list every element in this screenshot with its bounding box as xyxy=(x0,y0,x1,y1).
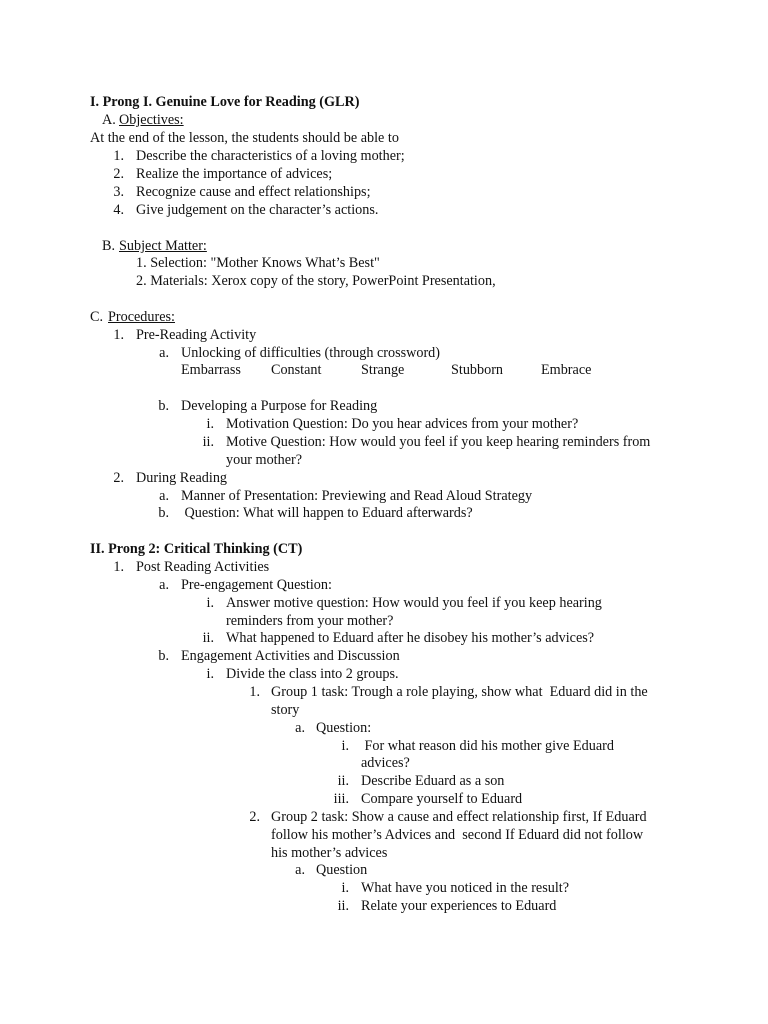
objective-item: Give judgement on the character’s actions. xyxy=(136,202,379,218)
item-marker: i. xyxy=(341,738,349,754)
subject-selection: 1. Selection: "Mother Knows What’s Best" xyxy=(136,255,380,271)
what-happened-question: What happened to Eduard after he disobey his mother’s advices? xyxy=(226,630,595,646)
item-marker: iii. xyxy=(333,791,349,807)
group2-task-cont: follow his mother’s Advices and second If Eduard did not follow xyxy=(271,827,644,843)
group1-question-cont: advices? xyxy=(361,755,410,771)
group1-question: Describe Eduard as a son xyxy=(361,773,505,789)
answer-motive-question-cont: reminders from your mother? xyxy=(226,613,394,629)
item-marker: i. xyxy=(206,416,214,432)
group1-question: Compare yourself to Eduard xyxy=(361,791,523,807)
item-marker: i. xyxy=(206,595,214,611)
developing-purpose: Developing a Purpose for Reading xyxy=(181,398,378,414)
group1-task: Group 1 task: Trough a role playing, show what Eduard did in the xyxy=(271,684,648,700)
procedure-number: 1. xyxy=(113,327,124,343)
group1-question: For what reason did his mother give Eduard xyxy=(361,738,614,754)
item-marker: b. xyxy=(158,648,169,664)
vocab-word: Constant xyxy=(271,362,322,378)
group2-task-cont: his mother’s advices xyxy=(271,845,388,861)
during-question: Question: What will happen to Eduard afterwards? xyxy=(181,505,473,521)
manner-of-presentation: Manner of Presentation: Previewing and Read Aloud Strategy xyxy=(181,488,533,504)
item-marker: a. xyxy=(295,862,305,878)
item-marker: b. xyxy=(158,398,169,414)
item-marker: i. xyxy=(206,666,214,682)
section-c-marker: C. xyxy=(90,309,104,325)
item-marker: ii. xyxy=(337,773,349,789)
divide-class: Divide the class into 2 groups. xyxy=(226,666,399,682)
item-marker: i. xyxy=(341,880,349,896)
objective-item: Recognize cause and effect relationships; xyxy=(136,184,371,200)
objectives-label: Objectives: xyxy=(119,112,184,128)
group2-question: What have you noticed in the result? xyxy=(361,880,570,896)
item-marker: b. xyxy=(158,505,169,521)
group2-question-label: Question xyxy=(316,862,368,878)
section-a-marker: A. xyxy=(102,112,116,128)
procedure-number: 1. xyxy=(113,559,124,575)
procedure-number: 2. xyxy=(113,470,124,486)
objective-item: Realize the importance of advices; xyxy=(136,166,333,182)
item-marker: 1. xyxy=(249,684,260,700)
objective-number: 2. xyxy=(113,166,124,182)
item-marker: ii. xyxy=(202,434,214,450)
item-marker: a. xyxy=(159,488,169,504)
vocab-word: Stubborn xyxy=(451,362,504,378)
procedures-label: Procedures: xyxy=(108,309,175,325)
subject-matter-label: Subject Matter: xyxy=(119,238,207,254)
prong2-heading: II. Prong 2: Critical Thinking (CT) xyxy=(90,541,303,557)
item-marker: a. xyxy=(295,720,305,736)
motive-question-cont: your mother? xyxy=(226,452,303,468)
engagement-activities: Engagement Activities and Discussion xyxy=(181,648,400,664)
objective-number: 1. xyxy=(113,148,124,164)
objective-number: 3. xyxy=(113,184,124,200)
post-reading-title: Post Reading Activities xyxy=(136,559,270,575)
unlocking-difficulties: Unlocking of difficulties (through crossword) xyxy=(181,345,441,361)
item-marker: ii. xyxy=(202,630,214,646)
group1-question-label: Question: xyxy=(316,720,372,736)
vocab-word: Embrace xyxy=(541,362,592,378)
group1-task-cont: story xyxy=(271,702,300,718)
vocab-word: Embarrass xyxy=(181,362,241,378)
pre-engagement-question: Pre-engagement Question: xyxy=(181,577,332,593)
motive-question: Motive Question: How would you feel if you keep hearing reminders from xyxy=(226,434,651,450)
item-marker: ii. xyxy=(337,898,349,914)
motivation-question: Motivation Question: Do you hear advices from your mother? xyxy=(226,416,579,432)
pre-reading-title: Pre-Reading Activity xyxy=(136,327,257,343)
objective-number: 4. xyxy=(113,202,124,218)
item-marker: a. xyxy=(159,577,169,593)
objective-item: Describe the characteristics of a loving mother; xyxy=(136,148,405,164)
group2-task: Group 2 task: Show a cause and effect relationship first, If Eduard xyxy=(271,809,647,825)
item-marker: a. xyxy=(159,345,169,361)
section-b-marker: B. xyxy=(102,238,116,254)
answer-motive-question: Answer motive question: How would you feel if you keep hearing xyxy=(226,595,602,611)
objectives-intro: At the end of the lesson, the students should be able to xyxy=(90,130,399,146)
during-reading-title: During Reading xyxy=(136,470,228,486)
vocab-word: Strange xyxy=(361,362,405,378)
subject-materials: 2. Materials: Xerox copy of the story, PowerPoint Presentation, xyxy=(136,273,496,289)
item-marker: 2. xyxy=(249,809,260,825)
group2-question: Relate your experiences to Eduard xyxy=(361,898,557,914)
prong1-heading: I. Prong I. Genuine Love for Reading (GLR) xyxy=(90,94,360,110)
